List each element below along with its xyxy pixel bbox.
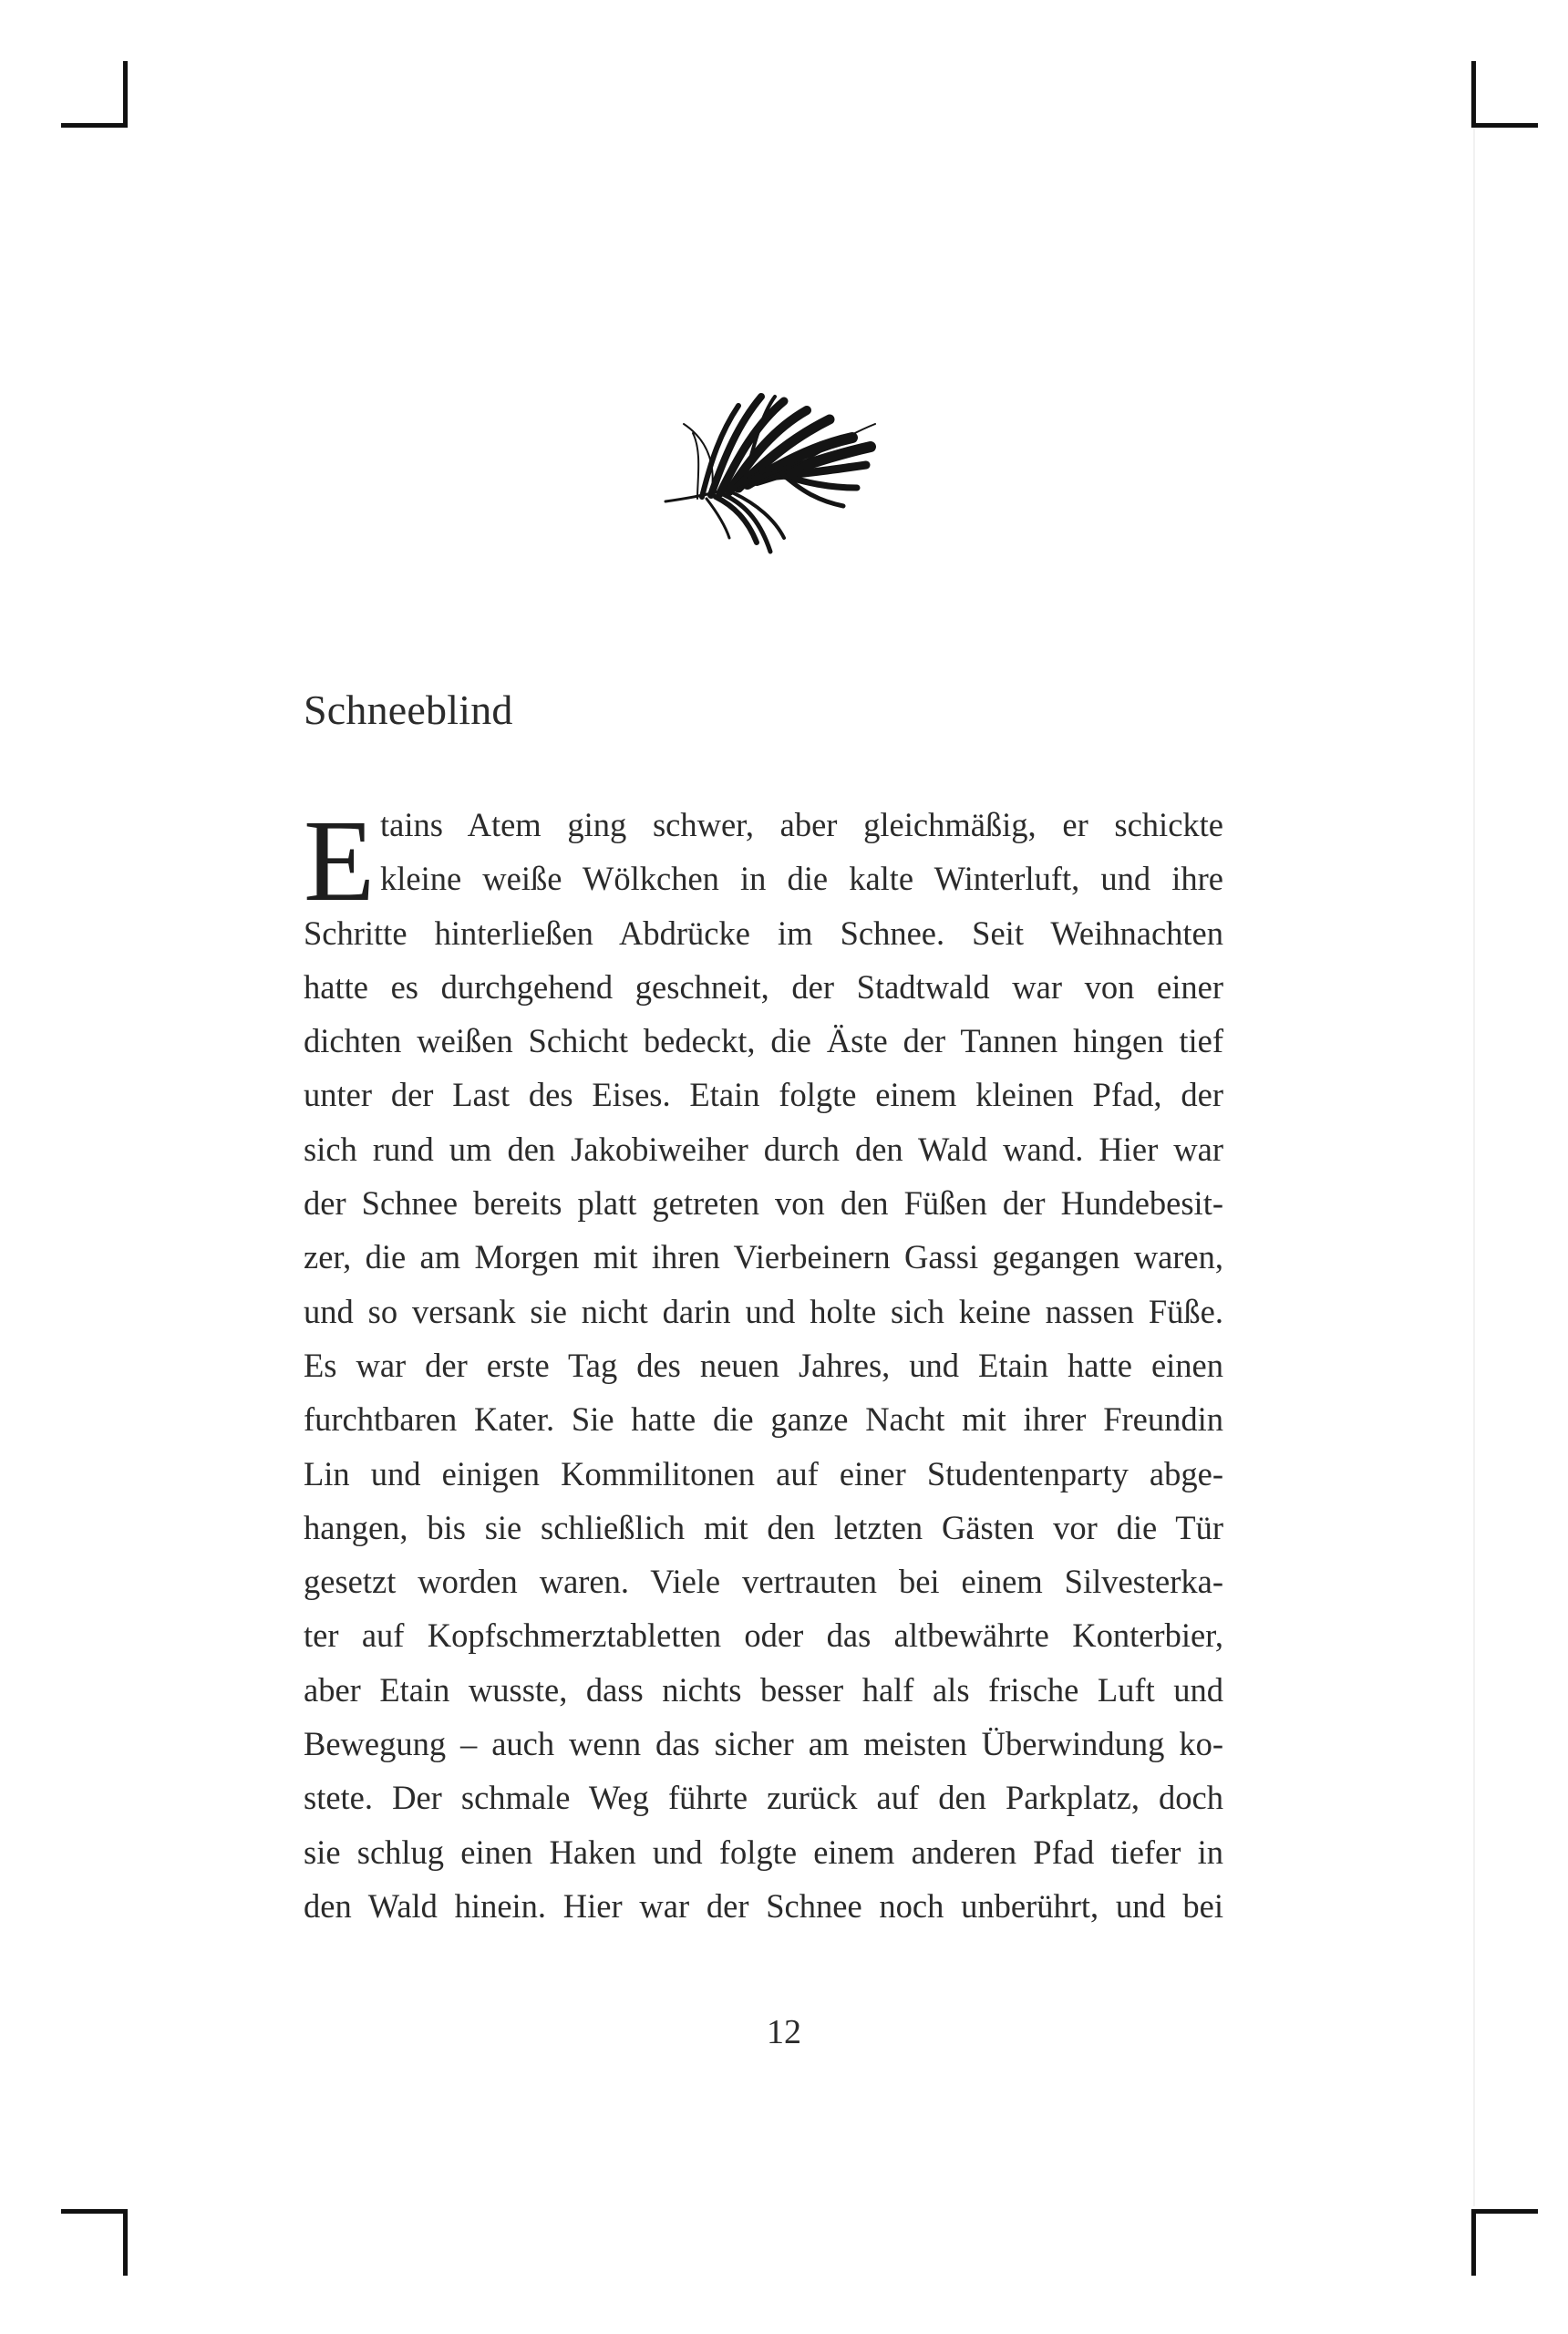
text-line: der Schnee bereits platt getreten von den Füßen der Hundebesit- bbox=[304, 1184, 1223, 1223]
drop-cap: E bbox=[304, 796, 376, 925]
text-line: und so versank sie nicht darin und holte sich keine nassen Füße. bbox=[304, 1292, 1223, 1330]
text-line: dichten weißen Schicht bedeckt, die Äste der Tannen hingen tief bbox=[304, 1022, 1223, 1060]
text-line: aber Etain wusste, dass nichts besser half als frische Luft und bbox=[304, 1670, 1223, 1709]
text-line: sie schlug einen Haken und folgte einem anderen Pfad tiefer in bbox=[304, 1833, 1223, 1871]
text-line: den Wald hinein. Hier war der Schnee noch unberührt, und bei bbox=[304, 1886, 1223, 1925]
text-line: hatte es durchgehend geschneit, der Stadtwald war von einer bbox=[304, 967, 1223, 1006]
text-line: Schritte hinterließen Abdrücke im Schnee. Seit Weihnachten bbox=[304, 914, 1223, 952]
trim-line bbox=[1473, 128, 1475, 2206]
text-line: stete. Der schmale Weg führte zurück auf den Parkplatz, doch bbox=[304, 1779, 1223, 1817]
text-line: Es war der erste Tag des neuen Jahres, und Etain hatte einen bbox=[304, 1346, 1223, 1384]
crop-mark-top-left bbox=[61, 61, 128, 128]
page-number: 12 bbox=[767, 2013, 801, 2051]
text-line: gesetzt worden waren. Viele vertrauten bei einem Silvesterka- bbox=[304, 1563, 1223, 1601]
feather-icon bbox=[647, 369, 893, 570]
crop-mark-top-right bbox=[1471, 61, 1538, 128]
crop-mark-bottom-right bbox=[1471, 2209, 1538, 2276]
body-text bbox=[304, 798, 1223, 1933]
text-line: kleine weiße Wölkchen in die kalte Winterluft, und ihre bbox=[380, 860, 1223, 898]
text-line: unter der Last des Eises. Etain folgte einem kleinen Pfad, der bbox=[304, 1076, 1223, 1114]
text-line: Bewegung – auch wenn das sicher am meisten Überwindung ko- bbox=[304, 1725, 1223, 1763]
text-line: furchtbaren Kater. Sie hatte die ganze Nacht mit ihrer Freundin bbox=[304, 1400, 1223, 1439]
text-line: Lin und einigen Kommilitonen auf einer Studentenparty abge- bbox=[304, 1454, 1223, 1492]
text-line: ter auf Kopfschmerztabletten oder das altbewährte Konterbier, bbox=[304, 1616, 1223, 1655]
text-line: tains Atem ging schwer, aber gleichmäßig, er schickte bbox=[380, 806, 1223, 843]
crop-mark-bottom-left bbox=[61, 2209, 128, 2276]
text-line: zer, die am Morgen mit ihren Vierbeinern Gassi gegangen waren, bbox=[304, 1238, 1223, 1276]
text-line: hangen, bis sie schließlich mit den letzten Gästen vor die Tür bbox=[304, 1508, 1223, 1546]
text-line: sich rund um den Jakobiweiher durch den Wald wand. Hier war bbox=[304, 1130, 1223, 1168]
chapter-title: Schneeblind bbox=[304, 687, 513, 733]
